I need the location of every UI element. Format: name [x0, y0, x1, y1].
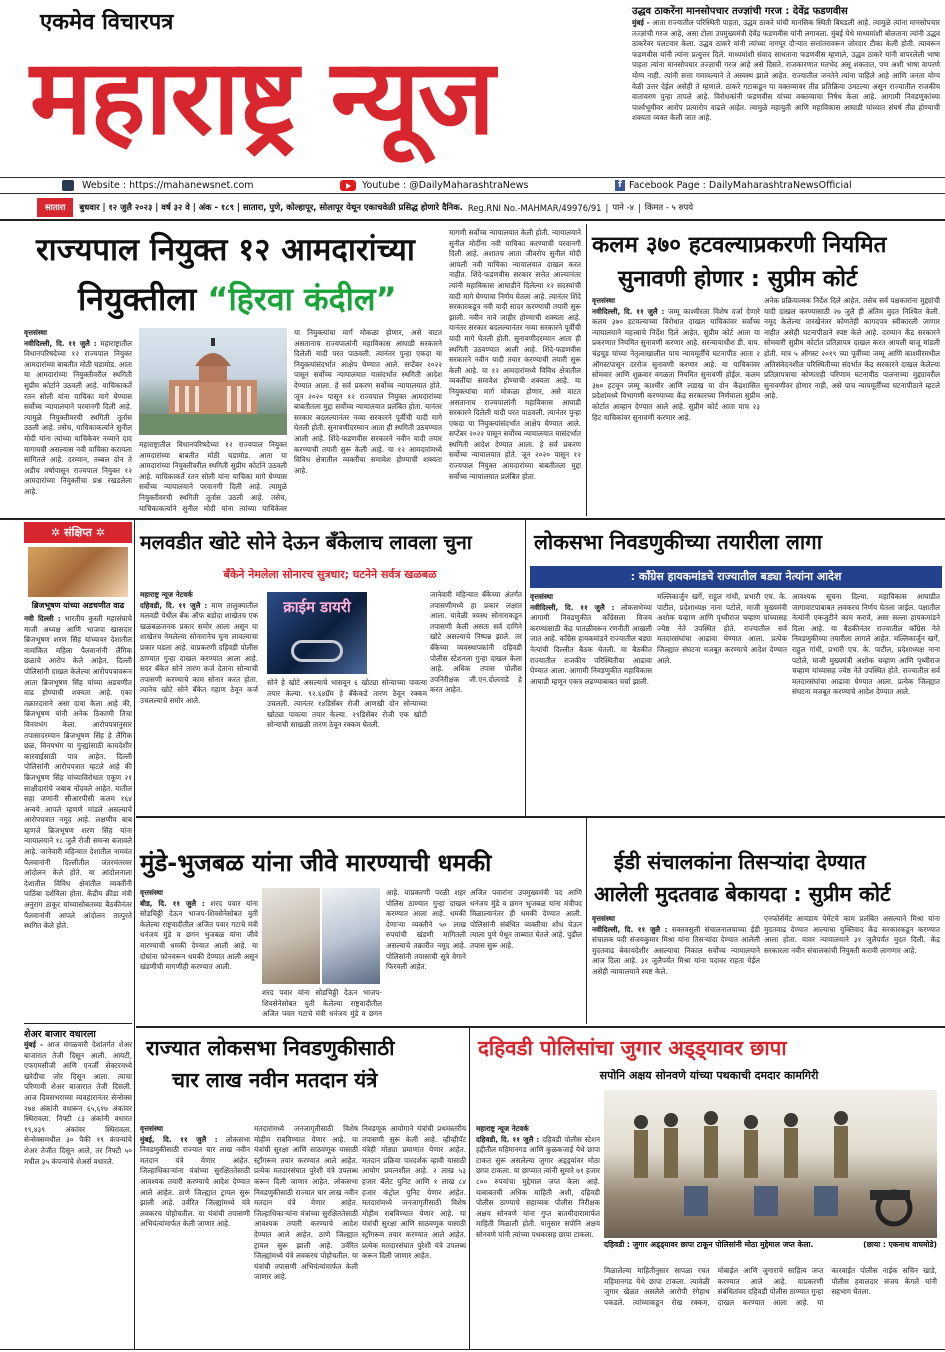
- asterisk-icon: ✲: [51, 526, 65, 539]
- masthead: [0, 0, 630, 175]
- youtube-link[interactable]: [340, 180, 605, 191]
- ed-chief-body-col2: एनफोर्समेंट आयडाय पेमेंटचे काम प्रलंबित असल्याने मिश्रा यांना मुदतवाढ देण्यात आल्याचा युक्तिवाद केंद्र सरकारकडून करण्यात आला होता. यावर न्यायालयाने ३१ जुलैपर्यंत मुदत दिली. केंद्र सरकारला नवीन संचालकांची नियुक्ती करावी लागणार आहे.: [764, 914, 940, 955]
- loksabha-col2: [657, 592, 787, 812]
- loksabha-dateline: नवीदिल्ली, दि. ११ जुलै :: [530, 602, 615, 612]
- supreme-court-photo: [139, 328, 287, 435]
- gambling-agency: महाराष्ट्र न्यूज नेटवर्क: [476, 1124, 529, 1133]
- gold-fraud-agency: महाराष्ट्र न्यूज नेटवर्क: [140, 590, 193, 599]
- article370-headline-line1: कलम ३७० हटवल्याप्रकरणी नियमित: [592, 232, 887, 258]
- gold-fraud-body-col1: माण तालुक्यातील मलवडी येथील बँक ऑफ बडोदा शाखेतच एक खळबळजनक प्रकार समोर आला असून या शाखेतच नेमलेल्या सोनारानेच चुना लावल्याचा प्रकार घडला आहे. याप्रकरणी दहिवडी पोलीस ठाण्यात गुन्हा दाखल करण्यात आला आहे. सदर बँकेत सोने तारण कर्ज देताना सोन्याची तपासणी करण्याचे काम सोनार करत होता. त्यानेच खोटे सोने बँकेत गहाण ठेवून कर्ज उचलल्याचे समोर आले.: [140, 600, 258, 705]
- website-icon: [62, 180, 74, 191]
- gambling-headline: दहिवडी पोलिसांचा जुगार अड्ड्यावर छापा: [478, 1036, 787, 1060]
- crime-diary-label: क्राईम डायरी: [283, 598, 351, 616]
- loksabha-body-col3: आवश्यक सूचना दिल्या. महाविकास आघाडीत जागावाटपाबाबत लवकरच निर्णय घेतला जाईल. पक्षातील नेत्यांनी एकजुटीने काम करावे, असा सल्ला हायकमांडने दिला आहे. या बैठकीनंतर राज्यातील काँग्रेस नेते निवडणुकीच्या तयारीला लागले आहेत.: [792, 592, 940, 644]
- handcuffs-icon: [291, 640, 343, 662]
- lead-dateline: नवीदिल्ली, दि. ११ जुलै :: [24, 338, 97, 348]
- briefs-label: ✲ संक्षिप्त ✲: [24, 522, 132, 543]
- gambling-col1: [476, 1124, 600, 1346]
- ed-chief-body-col1: सक्तवसुली संचालनालयाच्या ईडी संचालक पदी संजयकुमार मिश्रा यांना तिसऱ्यांदा देण्यात आलेली मुदतवाढ बेकायदेशीर असल्याचा निकाल सर्वोच्च न्यायालयाने आज दिला आहे. ३१ जुलैपर्यंत मिश्रा यांना पदावर राहता येईल असेही न्यायालयाने स्पष्ट केले.: [592, 924, 760, 976]
- gambling-subheadline: सपोनि अक्षय सोनवणे यांच्या पथकाची दमदार कामगिरी: [599, 1069, 819, 1082]
- gold-fraud-subheadline: बँकेने नेमलेला सोनारच सुत्रधार; घटनेने सर्वत्र खळबळ: [223, 568, 437, 581]
- evm-col1: [140, 1124, 250, 1346]
- gold-fraud-col2: [267, 678, 427, 812]
- facebook-icon: f: [615, 180, 625, 191]
- website-label: Website : https://mahanewsnet.com: [82, 180, 254, 191]
- death-threat-body-col3: अजित पवारांना उपमुख्यमंत्री पद आणि धनंजय मुंडे व छगन भुजबळ यांना मंत्रीपद मिळाल्यानंतर ही धमकी देण्यात आली. पोलिसांनी संबंधित व्यक्तीचा शोध घेऊन त्याला पुणे येथून ताब्यात घेतले आहे. पुढील तपास सुरू आहे.: [470, 888, 582, 950]
- gold-fraud-dateline: दहिवडी, दि. ११ जुलै :: [140, 600, 208, 610]
- lead-body-col3: यानंतर सरकार बदलल्यानंतर नव्या सरकारने पूर्वीची यादी मागे घेतली होती. सुनावणीदरम्यान आता ही स्थगिती उठवण्यात आली आहे. शिंदे-फडणवीस सरकारने नवीन यादी तयार करण्याची तयारी सुरू केली आहे. या १२ आमदारांमध्ये विविध क्षेत्रातील व्यक्तींचा समावेश होण्याची शक्यता आहे.: [294, 402, 442, 475]
- share-market-brief: [24, 1023, 132, 1210]
- evm-headline-line2: चार लाख नवीन मतदान यंत्रे: [172, 1068, 378, 1092]
- ed-chief-headline-line2: आलेली मुदतवाढ बेकायदा : सुप्रीम कोर्ट: [594, 882, 891, 906]
- briefs-column: [24, 522, 132, 1344]
- gambling-body-col2: मिळालेल्या माहितीनुसार सापळा रचत महिमानगड येथे छापा टाकला. त्यावेळी जुगार खेळत असलेले आरोपी रंगेहाथ पकडले. त्यांच्याकडून रोख रक्कम, मोबाईल आणि जुगाराचे साहित्य जप्त करण्यात आले आहे. याप्रकरणी संबंधितांवर दहिवडी पोलीस ठाण्यात गुन्हा दाखल करण्यात आला आहे. या कारवाईत पोलीस नाईक सचिन खाडे, पोलीस हवालदार संजय केंगले यांनी सहभाग घेतला.: [604, 1266, 937, 1307]
- death-threat-dateline: बीड, दि. ११ जुलै :: [140, 898, 205, 908]
- gold-fraud-col3: [430, 590, 522, 812]
- share-market-body: आज मंगळवारी देशांतर्गत शेअर बाजारात तेजी दिसून आली. आयटी, एफएमसीजी आणि एनर्जी सेक्टरमध्ये खरेदीचा जोर दिसून आला. त्याचा परिणामी शेअर बाजारात तेजी दिसली. आज दिवसभराच्या व्यवहारानंतर सेन्सेक्स २७४ अंकांनी वधारून ६५,६१७ अंकांवर स्थिरावला. निफ्टी ८३ अंकांनी वधारत १९,४३९ अंकांवर स्थिरावला. सेन्सेक्समधील ३० पैकी १९ कंपन्यांचे शेअर तेजीत दिसून आले, तर निफ्टी ५० मधील ३५ कंपन्यांचे शेअर्स वधारले.: [24, 1040, 132, 1166]
- court-building-icon: [139, 328, 287, 435]
- article370-body-col1: जम्मू काश्मीरला विशेष दर्जा देणारे कलम ३७० हटवल्याच्या विरोधात दाखल याचिकांवर सर्वोच्च न्यायालयाने महत्त्वाचे निर्देश दिले आहेत. सुप्रीम कोर्ट आता या प्रकरणात नियमित सुनावणी करणार आहे. सरन्यायाधीश डी. वाय. चंद्रचूड यांच्या नेतृत्वाखालील पाच न्यायमूर्तींचे घटनापीठ आता २ ऑगस्टपासून दररोज सुनावणी करणार आहे. या याचिकांवर सोमवार आणि शुक्रवार वगळता नियमित सुनावणी होईल. कलम ३७० हटवून जम्मू काश्मीर आणि लडाख या दोन केंद्रशासित प्रदेशांमध्ये विभागणी करण्याच्या केंद्र सरकारच्या निर्णयाला सुप्रीम कोर्टात आव्हान देण्यात आले आहे. सुप्रीम कोर्ट आता याच २३ हिट याचिकांवर सुनावणी करणार आहे.: [592, 306, 760, 422]
- youtube-icon: [340, 180, 356, 191]
- ed-chief-agency: वृत्तसंस्था: [592, 914, 615, 923]
- evm-body-col3: निवडणूक आयोगाने यंत्रांची प्रथमस्तरीय तपासणी सुरू केली आहे. व्हीव्हीपॅट यंत्रेही मोठ्या प्रमाणात येणार आहेत. मतदान प्रक्रिया पारदर्शक व्हावी यासाठी आयोग प्रयत्नशील आहे. २ लाख ५३ हजार बॅलेट युनिट आणि १ लाख ८४ हजार कंट्रोल युनिट येणार आहेत.: [362, 1124, 466, 1197]
- brief-dateline: नवी दिल्ली :: [24, 614, 61, 623]
- evm-dateline: मुंबई, दि. ११ जुलै :: [140, 1134, 218, 1144]
- lead-body-col4: मागणी सर्वोच्च न्यायालयात केली होती. न्यायालयाने सुनील मोदींना नवी याचिका करण्याची परवानगी दिली आहे. अशातच आता जीवरोप सुनील मोदी आपली नवी याचिका न्यायालयात दाखल करत नाहीत. शिंदे-फडणवीस सरकार सत्तेत आल्यानंतर त्यांनी महाविकास आघाडीने दिलेल्या १२ सदस्यांची यादी मागे घेण्याचा निर्णय घेतला आहे. त्यानंतर शिंदे सरकारकडून नवी यादी सादर करण्याची तयारी सुरू झाली. नवीन नावे जाहीर होण्याची शक्यता आहे.: [449, 228, 581, 322]
- lead-body-col1: महाराष्ट्रातील विधानपरिषदेच्या १२ राज्यपाल नियुक्त आमदारांच्या बाबतीत मोठी घडामोड. आता या आमदारांच्या नियुक्तीवरील स्थगिती सुप्रीम कोर्टाने उठवली आहे. याचिकाकर्ते रतन सोली यांना याचिका मागे घेण्यास सर्वोच्च न्यायालयाने परवानगी दिली आहे. त्यामुळे नियुक्तीवरची स्थगिती तूर्तास उठली आहे. तसेच, याचिकाकर्त्याने सुनील मोदी यांना त्यांच्या याचिकेवर नव्याने दाद मागायची असल्यास नवी याचिका करायला सांगितले आहे. दरम्यान, तब्बल दोन ते अडीच वर्षापासून राज्यपाल नियुक्त १२ आमदारांच्या नियुक्तीचा प्रश्न रखडलेला आहे.: [24, 338, 132, 496]
- gambling-body: दहिवडी पोलीस स्टेशन हद्दीतील महिमानगड आणि कुळकजाई येथे छापा टाकत सुरू असलेल्या जुगार अड्ड्यांवर मोठा छापा टाकला. या छाप्यात त्यांनी सुमारे ७१ हजार ८०० रुपयांचा मुद्देमाल जप्त केला आहे. याबाबतची अधिक माहिती अशी, दहिवडी पोलीस ठाण्याचे सहाय्यक पोलीस निरीक्षक अक्षय सोनवणे यांना गुप्त बातमीदारामार्फत माहिती मिळाली होती. यानुसार सपोनि अक्षय सोनवणे यांनी त्यांच्या पथकासह छापा टाकला.: [476, 1134, 600, 1239]
- loksabha-body-col1: लोकसभेच्या आगामी निवडणुकीत काँग्रेसला विजय करण्यासाठी केंद्र पातळीवरून रणनीती आखली जात आहे. काँग्रेस हायकमांडने राज्यातील बड्या नेत्यांची दिल्लीत बैठक घेतली. या बैठकीत राज्यातील राजकीय परिस्थितीचा आढावा घेण्यात आला. आगामी निवडणुकीत महाविकास आघाडी म्हणून एकत्र लढण्याबाबत चर्चा झाली.: [530, 602, 652, 686]
- lead-headline-line2a: नियुक्तीला: [78, 280, 197, 318]
- gold-fraud-headline: मलवडीत खोटे सोने देऊन बँकेलाच लावला चुना: [140, 531, 472, 554]
- death-threat-col3: [386, 888, 466, 1020]
- death-threat-headline: मुंडे-भुजबळ यांना जीवे मारण्याची धमकी: [140, 849, 492, 877]
- death-threat-col2: [262, 988, 382, 1020]
- ed-chief-dateline: नवीदिल्ली, दि. ११ जुलै :: [592, 924, 668, 934]
- lead-col2: [139, 440, 287, 514]
- ed-chief-col2: [764, 914, 940, 1020]
- gold-fraud-body-col2: सोने हे खोटे असल्याचे भासवून ६ खोट्या सोन्याच्या पावत्या तयार केल्या. ९२.६४ग्रॅम हे बँकेकडे तारण ठेवून रक्कम उचलली. त्यानंतर १४डिसेंबर रोजी आणखी दोन सोन्याच्या खोट्या पावत्या तयार केल्या. २९डिसेंबर रोजी एक खोटी सोन्याची साखळी तारण ठेवून रक्कम घेतली.: [267, 678, 427, 730]
- ed-chief-col1: [592, 914, 760, 1020]
- reg-number: Reg.RNI No.-MAHMAR/49976/91: [467, 202, 602, 213]
- youtube-label: Youtube : @DailyMaharashtraNews: [362, 180, 529, 191]
- article370-dateline: नवीदिल्ली, दि. ११ जुलै :: [592, 306, 665, 316]
- masthead-title: महाराष्ट्र न्यूज: [30, 36, 493, 158]
- loksabha-prep-headline: लोकसभा निवडणुकीच्या तयारीला लागा: [534, 530, 823, 554]
- munde-photo: [322, 888, 380, 984]
- death-threat-body-col1: शरद पवार यांना सोडचिठ्ठी देऊन भाजप-शिवसेनेसोबत युती केलेल्या राष्ट्रवादीतील अजित पवार गटाचे मंत्री धनंजय मुंडे व छगन भुजबळ यांना जीवे मारण्याची धमकी देण्यात आली आहे. या दोघांना फोनवरून धमकी देण्यात आली असून खंडणीची मागणीही करण्यात आली.: [140, 898, 258, 972]
- lead-col4: मागणी सर्वोच्च न्यायालयात केली होती. न्यायालयाने सुनील मोदींना नवी याचिका करण्याची परवानगी दिली आहे. अशातच आता जीवरोप सुनील मोदी आपली नवी याचिका न्यायालयात दाखल करत नाहीत. शिंदे-फडणवीस सरकार सत्तेत आल्यानंतर त्यांनी महाविकास आघाडीने दिलेल्या १२ सदस्यांची यादी मागे घेण्याचा निर्णय घेतला आहे. त्यानंतर शिंदे सरकारकडून नवी यादी सादर करण्याची तयारी सुरू झाली. नवीन नावे जाहीर होण्याची शक्यता आहे. यानंतर सरकार बदलल्यानंतर नव्या सरकारने पूर्वीची यादी मागे घेतली होती. सुनावणीदरम्यान आता ही स्थगिती उठवण्यात आली आहे. शिंदे-फडणवीस सरकारने नवीन यादी तयार करण्याची तयारी सुरू केली आहे. या १२ आमदारांमध्ये विविध क्षेत्रातील व्यक्तींचा समावेश होण्याची शक्यता आहे. या नियुक्त्यांचा मार्ग मोकळा होणार, असे वाटत असतानाच राज्यपालांनी महाविकास आघाडी सरकारने दिलेली यादी परत पाठवली. त्यानंतर पुन्हा एकदा या नियुक्त्यांसंदर्भात आक्षेप घेण्यात आले. सप्टेंबर २०२२ पासून सर्वोच्च न्यायालयात यासंदर्भात स्थगिती आदेश देण्यात आला. हे सर्व प्रकरण सर्वोच्च न्यायालयात होते. जून २०२० पासून १२ राज्यपाल नियुक्त आमदारांच्या बाबतीतला मुद्दा सर्वोच्च न्यायालयात प्रलंबित होता.: [449, 228, 581, 481]
- top-right-headline: उद्धव ठाकरेंना मानसोपचार तज्ज्ञांची गरज : देवेंद्र फडणवीस: [632, 6, 848, 17]
- price: किंमत - ५ रुपये: [644, 202, 694, 212]
- gold-fraud-col1: [140, 590, 258, 812]
- evm-agency: वृत्तसंस्था: [140, 1124, 163, 1133]
- evm-body-col2: मतदारांमध्ये जनजागृतीसाठी विशेष मोहीम राबविण्यात येणार आहे. या यंत्रांची सुरक्षा आणि साठवणूक यासाठी स्ट्राँगरूम तयार करण्यात आले आहेत. प्रत्येक मतदारसंघात पुरेशी यंत्रे उपलब्ध करून दिली जाणार आहेत.: [254, 1124, 358, 1186]
- lead-col1: [24, 328, 132, 514]
- gambling-caption-text: दहिवडी : जुगार अड्ड्यावर छापा टाकून पोलिसांनी मोठा मुद्देमाल जप्त केला.: [604, 1240, 814, 1249]
- brief-body: भारतीय कुस्ती महासंघाचे माजी अध्यक्ष आणि भाजपा खासदार ब्रिजभूषण शरण सिंह यांच्यावर देशातील नामांकित महिला पैलवानांनी लैंगिक छळाचे आरोप केले आहेत. दिल्ली पोलिसांनी दाखल केलेल्या आरोपपत्रावरून आता ब्रिजभूषण सिंह यांच्या अडचणीत वाढ होण्याची शक्यता आहे. एका तक्रारदाराने असा दावा केला आहे की, ब्रिजभूषण यांनी अनेक ठिकाणी तिचा विनयभंग केला. आरोपपत्रानुसार तपासादरम्यान ब्रिजभूषण सिंह हे लैंगिक छळ, विनयभंग या गुन्ह्यांसाठी कायदेशीर कारवाईसाठी पात्र आहेत. दिल्ली पोलिसांनी आरोपपत्रात म्हटले आहे की ब्रिजभूषण सिंह यांच्याविरोधात एकूण २१ साक्षीदारांचे जबाब नोंदवले आहेत. यातील सहा जणांनी सीआरपीसी कलम १६४ अन्वये आपले म्हणणे मांडले असल्याचे आरोपपत्रात नमूद आहे. लक्षणीय बाब म्हणजे ब्रिजभूषण शरण सिंह यांना न्यायालयाने १८ जुलै रोजी समन्स बजावले आहे. जानेवारी महिन्यात देशातील नामवंत पैलवानांनी दिल्लीतील जंतरमंतरवर आंदोलन केले होते. या आंदोलनाला देशातील विविध क्षेत्रांतील व्यक्तींनी पाठिंबा दर्शविला होता. केंद्रीय क्रीडा मंत्री अनुराग ठाकूर यांच्यासोबतच्या बैठकीनंतर पैलवानांनी आपले आंदोलन तात्पुरते स्थगित केले होते.: [24, 614, 132, 931]
- top-right-body: आता राज्यातील परिस्थिती पाहता, उद्धव ठाकरे यांची मानसिक स्थिती बिघडली आहे. त्यामुळे त्यांना मानसोपचार तज्ज्ञांची गरज आहे, असा टोला उपमुख्यमंत्री देवेंद्र फडणवीस यांनी लगावला. मुंबई येथे माध्यमांशी बोलताना त्यांनी उद्धव ठाकरेंवर पलटवार केला. उद्धव ठाकरे यांनी त्यांच्या नागपूर दौऱ्यात सत्तांतरावरून जोरदार टीका केली होती. त्यावरून फडणवीस यांनी त्यांना प्रत्युत्तर दिले. माध्यमांशी संवाद साधताना फडणवीस म्हणाले, उद्धव ठाकरे यांनी वापरलेली भाषा पाहता त्यांना मानसोपचार तज्ज्ञाची गरज आहे असे दिसते. राजकारणात मतभेद असू शकतात, पण अशी भाषा वापरणे योग्य नाही. त्यांनी सत्ता गमावल्याने ते अस्वस्थ झाले आहेत. राज्यातील जनतेने त्यांना पाहिले आहे आणि जनता योग्य वेळी उत्तर देईल असेही ते म्हणाले. ठाकरे गटाकडून या वक्तव्यावर तीव्र प्रतिक्रिया उमटल्या असून राज्यातील राजकीय वातावरण पुन्हा तापले आहे. विरोधकांनी फडणवीस यांच्या वक्तव्याचा निषेध केला आहे. आगामी निवडणुकांच्या पार्श्वभूमीवर आरोप प्रत्यारोप वाढले आहेत. त्यामुळे महायुती आणि महाविकास आघाडी यांच्यात संघर्ष तीव्र होण्याची शक्यता व्यक्त केली जात आहे.: [632, 18, 940, 123]
- article370-col2: [764, 296, 940, 514]
- lead-body-col2: या नियुक्त्यांचा मार्ग मोकळा होणार, असे वाटत असतानाच राज्यपालांनी महाविकास आघाडी सरकारने दिलेली यादी परत पाठवली. त्यानंतर पुन्हा एकदा या नियुक्त्यांसंदर्भात आक्षेप घेण्यात आले. सप्टेंबर २०२२ पासून सर्वोच्च न्यायालयात यासंदर्भात स्थगिती आदेश देण्यात आला. हे सर्व प्रकरण सर्वोच्च न्यायालयात होते. जून २०२० पासून १२ राज्यपाल नियुक्त आमदारांच्या बाबतीतला मुद्दा सर्वोच्च न्यायालयात प्रलंबित होता.: [294, 328, 442, 412]
- loksabha-prep-subheadline: : काँग्रेस हायकमांडचे राज्यातील बड्या नेत्यांना आदेश: [530, 566, 942, 588]
- article370-agency: वृत्तसंस्था: [592, 296, 615, 305]
- edition-badge: सातारा: [37, 198, 73, 217]
- top-right-place: मुंबई -: [632, 18, 650, 27]
- share-market-headline: शेअर बाजार वधारला: [24, 1029, 96, 1040]
- website-link[interactable]: [62, 180, 332, 191]
- evm-body-col1: लोकसभा निवडणुकीसाठी राज्यात चार लाख नवीन मतदान यंत्रे येणार आहेत. जिल्हाधिकाऱ्यांना यंत्रांच्या सुरक्षिततेसाठी आवश्यक तयारी करण्याचे आदेश देण्यात आले आहेत. ठाणे जिल्ह्यात ट्रायल सुरू झाली आहे. उर्वरित जिल्ह्यांमध्ये यंत्रे लवकरच पोहोचतील. या यंत्रांची तपासणी अभियंत्यांमार्फत केली जाणार आहे.: [140, 1134, 250, 1229]
- death-threat-col4: [470, 888, 582, 1020]
- brijbhushan-photo: [28, 547, 128, 597]
- page-count: पाने -४: [612, 202, 634, 212]
- evm-headline-line1: राज्यात लोकसभा निवडणुकीसाठी: [146, 1036, 395, 1060]
- bhujbal-photo: [262, 888, 320, 984]
- evm-col3: निवडणूक आयोगाने यंत्रांची प्रथमस्तरीय तपासणी सुरू केली आहे. व्हीव्हीपॅट यंत्रेही मोठ्या प्रमाणात येणार आहेत. मतदान प्रक्रिया पारदर्शक व्हावी यासाठी आयोग प्रयत्नशील आहे. २ लाख ५३ हजार बॅलेट युनिट आणि १ लाख ८४ हजार कंट्रोल युनिट येणार आहेत. मतदारांमध्ये जनजागृतीसाठी विशेष मोहीम राबविण्यात येणार आहे. या यंत्रांची सुरक्षा आणि साठवणूक यासाठी स्ट्राँगरूम तयार करण्यात आले आहेत. प्रत्येक मतदारसंघात पुरेशी यंत्रे उपलब्ध करून दिली जाणार आहेत.: [362, 1124, 466, 1261]
- lead-headline-line2: [78, 277, 438, 320]
- lead-headline-green: “हिरवा कंदील”: [207, 280, 397, 318]
- loksabha-body-col2: मल्लिकार्जुन खर्गे, राहुल गांधी, प्रभारी एच. के. पाटील, प्रदेशाध्यक्ष नाना पटोले, माजी मुख्यमंत्री अशोक चव्हाण आणि पृथ्वीराज चव्हाण यांच्यासह ज्येष्ठ नेते उपस्थित होते. राज्यातील सर्व मतदारसंघांचा आढावा घेण्यात आला. प्रत्येक जिल्ह्यात संघटना मजबूत करण्याचे आदेश देण्यात आले.: [657, 592, 787, 665]
- facebook-link[interactable]: [615, 180, 852, 191]
- top-right-story: [632, 5, 940, 175]
- social-bar: [0, 177, 945, 194]
- gambling-photo-caption: [604, 1240, 937, 1250]
- dateline-bar: सातारा बुधवार | १२ जुलै २०२३ | वर्ष ३२ वे | अंक - १८९ | सातारा, पुणे, कोल्हापूर, सोलापूर येथून एकाचवेळी प्रसिद्ध होणारे दैनिक. Reg.RNI No.-MAHMAR/49976/91 | पाने -४ | किंमत - ५ रुपये: [37, 198, 942, 217]
- lead-body-col1b: महाराष्ट्रातील विधानपरिषदेच्या १२ राज्यपाल नियुक्त आमदारांच्या बाबतीत मोठी घडामोड. आता या आमदारांच्या नियुक्तीवरील स्थगिती सुप्रीम कोर्टाने उठवली आहे. याचिकाकर्ते रतन सोली यांना याचिका मागे घेण्यास सर्वोच्च न्यायालयाने परवानगी दिली आहे. त्यामुळे नियुक्तीवरची स्थगिती तूर्तास उठली आहे. तसेच, याचिकाकर्त्याने सुनील मोदी यांना त्यांच्या याचिकेवर: [139, 440, 287, 513]
- loksabha-agency: वृत्तसंस्था: [530, 592, 553, 601]
- evm-col2: मतदारांमध्ये जनजागृतीसाठी विशेष मोहीम राबविण्यात येणार आहे. या यंत्रांची सुरक्षा आणि साठवणूक यासाठी स्ट्राँगरूम तयार करण्यात आले आहेत. प्रत्येक मतदारसंघात पुरेशी यंत्रे उपलब्ध करून दिली जाणार आहेत. लोकसभा निवडणुकीसाठी राज्यात चार लाख नवीन मतदान यंत्रे येणार आहेत. जिल्हाधिकाऱ्यांना यंत्रांच्या सुरक्षिततेसाठी आवश्यक तयारी करण्याचे आदेश देण्यात आले आहेत. ठाणे जिल्ह्यात ट्रायल सुरू झाली आहे. उर्वरित जिल्ह्यांमध्ये यंत्रे लवकरच पोहोचतील. या यंत्रांची तपासणी अभियंत्यांमार्फत केली जाणार आहे.: [254, 1124, 358, 1282]
- police-raid-photo: [604, 1090, 937, 1238]
- death-threat-body-col2: आहे. याप्रकरणी परळी शहर पोलिस ठाण्यात गुन्हा दाखल करण्यात आला आहे. धमकी देणाऱ्या व्यक्तीने ५० लाख रुपयांची खंडणी मागितली असल्याचे तक्रारीत नमूद आहे. पोलिसांनी तपासाची सूत्रे वेगाने फिरवली आहेत.: [386, 888, 466, 972]
- gold-fraud-body-col3: जानेवारी महिन्यात बँकेच्या अंतर्गत तपासणीमध्ये हा प्रकार लक्षात आला. यावेळी त्रयस्थ सोनाराकडून तपासणी केली असता सर्व दागिने खोटे असल्याचे निष्पन्न झाले. तर बँकेच्या व्यवस्थापकांनी दहिवडी पोलीस स्टेशनला गुन्हा दाखल केला आहे. अधिक तपास पोलीस उपनिरीक्षक जी.एन.दोलताडे हे करत आहेत.: [430, 590, 522, 695]
- gambling-photo-credit: (छाया : एकनाथ वाघमोडे): [863, 1240, 937, 1249]
- share-market-place: मुंबई -: [24, 1040, 44, 1049]
- death-threat-agency: वृत्तसंस्था: [140, 888, 163, 897]
- lead-col3: [294, 328, 442, 514]
- crime-diary-graphic: [267, 592, 367, 674]
- article370-col1: [592, 296, 760, 514]
- article370-body-col2: अनेक प्रक्रियात्मक निर्देश दिले आहेत. तसेच सर्व पक्षकारांना मुद्द्यांची यादी दाखल करण्यासाठी २७ जुलै ही अंतिम मुदत निश्चित केली. नमूद केलेल्या तारखेनंतर कोणतेही कागदपत्र स्वीकारली जाणार नाहीत असेही घटनापीठाने स्पष्ट केले आहे. दरम्यान केंद्र सरकारने सोमवारी सुप्रीम कोर्टात प्रतिज्ञापत्र दाखल करत आपली बाजू मांडली होती. मात्र ५ ऑगस्ट २०१९ च्या पूर्वीच्या जम्मू आणि काश्मीरमधील अतिसंवेदनशील परिस्थितीच्या संदर्भात केंद्र सरकारने दाखल केलेल्या प्रतिज्ञापत्राचा कोणताही परिणाम घटनापीठ पालनाच्या मुद्द्यावरील सुनावणीवर होणार नाही, असे पाच न्यायमूर्तींच्या घटनापीठाने म्हटले आहे.: [764, 296, 940, 401]
- loksabha-col1: [530, 592, 652, 812]
- brief-caption: ब्रिजभूषण यांच्या अडचणीत वाढ: [31, 601, 125, 610]
- masthead-tagline: एकमेव विचारपत्र: [40, 10, 174, 35]
- ed-chief-headline-line1: ईडी संचालकांना तिसऱ्यांदा देण्यात: [614, 850, 866, 874]
- death-threat-body-col1b: शरद पवार यांना सोडचिठ्ठी देऊन भाजप-शिवसेनेसोबत युती केलेल्या राष्ट्रवादीतील अजित पवार गटाचे मंत्री धनंजय मुंडे व छगन: [262, 988, 382, 1019]
- gambling-col2: [604, 1266, 937, 1346]
- police-group-illustration: [604, 1090, 937, 1238]
- article370-headline-line2: सुनावणी होणार : सुप्रीम कोर्ट: [618, 266, 858, 292]
- gambling-dateline: दहिवडी, दि. ११ जुलै :: [476, 1134, 540, 1144]
- loksabha-col3: आवश्यक सूचना दिल्या. महाविकास आघाडीत जागावाटपाबाबत लवकरच निर्णय घेतला जाईल. पक्षातील नेत्यांनी एकजुटीने काम करावे, असा सल्ला हायकमांडने दिला आहे. या बैठकीनंतर राज्यातील काँग्रेस नेते निवडणुकीच्या तयारीला लागले आहेत. मल्लिकार्जुन खर्गे, राहुल गांधी, प्रभारी एच. के. पाटील, प्रदेशाध्यक्ष नाना पटोले, माजी मुख्यमंत्री अशोक चव्हाण आणि पृथ्वीराज चव्हाण यांच्यासह ज्येष्ठ नेते उपस्थित होते. राज्यातील सर्व मतदारसंघांचा आढावा घेण्यात आला. प्रत्येक जिल्ह्यात संघटना मजबूत करण्याचे आदेश देण्यात आले.: [792, 592, 940, 697]
- lead-headline-line1: राज्यपाल नियुक्त १२ आमदारांच्या: [36, 232, 415, 268]
- facebook-label: Facebook Page : DailyMaharashtraNewsOfficial: [629, 180, 852, 191]
- death-threat-col1: [140, 888, 258, 1020]
- lead-agency: वृत्तसंस्था: [24, 328, 47, 337]
- dateline-info: बुधवार | १२ जुलै २०२३ | वर्ष ३२ वे | अंक - १८९ | सातारा, पुणे, कोल्हापूर, सोलापूर येथून एकाचवेळी प्रसिद्ध होणारे दैनिक.: [79, 202, 463, 212]
